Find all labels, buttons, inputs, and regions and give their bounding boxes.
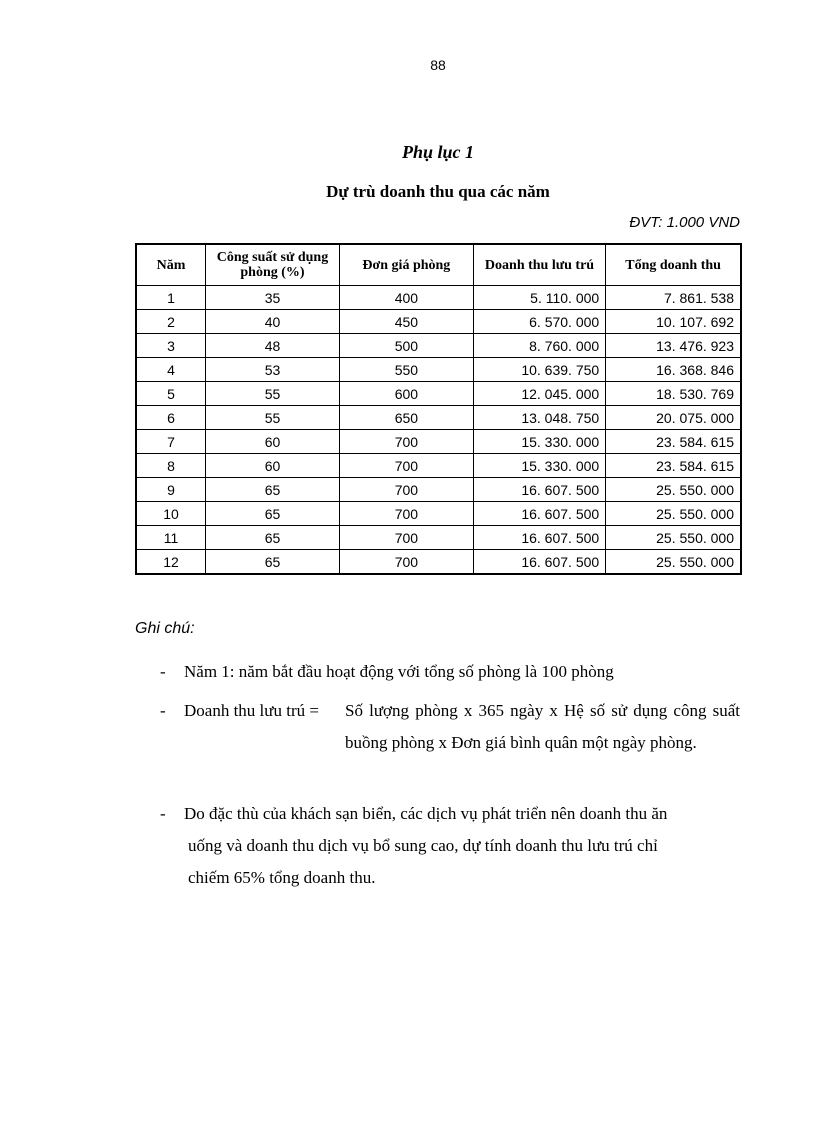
cell-occupancy: 48 xyxy=(206,334,340,358)
table-row xyxy=(136,526,741,550)
cell-total-revenue: 25. 550. 000 xyxy=(606,526,741,550)
cell-year: 6 xyxy=(136,406,206,430)
note-text-line: chiếm 65% tổng doanh thu. xyxy=(188,868,376,887)
cell-room-price: 550 xyxy=(339,358,473,382)
cell-total-revenue: 13. 476. 923 xyxy=(606,334,741,358)
page-number: 88 xyxy=(430,57,446,73)
table-row xyxy=(136,502,741,526)
cell-accommodation-revenue: 16. 607. 500 xyxy=(473,478,605,502)
cell-year: 9 xyxy=(136,478,206,502)
cell-accommodation-revenue: 6. 570. 000 xyxy=(473,310,605,334)
cell-year: 1 xyxy=(136,286,206,310)
cell-room-price: 700 xyxy=(339,502,473,526)
cell-accommodation-revenue: 8. 760. 000 xyxy=(473,334,605,358)
cell-year: 2 xyxy=(136,310,206,334)
header-total-revenue: Tổng doanh thu xyxy=(606,244,741,286)
cell-total-revenue: 25. 550. 000 xyxy=(606,502,741,526)
cell-total-revenue: 20. 075. 000 xyxy=(606,406,741,430)
note-dash: - xyxy=(160,662,166,681)
note-text xyxy=(184,798,744,894)
cell-accommodation-revenue: 13. 048. 750 xyxy=(473,406,605,430)
cell-year: 12 xyxy=(136,550,206,575)
cell-total-revenue: 25. 550. 000 xyxy=(606,478,741,502)
note-formula-label: Doanh thu lưu trú = xyxy=(184,701,319,720)
table-row xyxy=(136,406,741,430)
revenue-table xyxy=(135,243,742,575)
notes-heading: Ghi chú: xyxy=(135,620,195,637)
note-formula-text: Số lượng phòng x 365 ngày x Hệ số sử dụng công suất buồng phòng x Đơn giá bình quân một ngày phòng. xyxy=(345,701,740,752)
cell-occupancy: 55 xyxy=(206,382,340,406)
table-title: Dự trù doanh thu qua các năm xyxy=(326,182,550,201)
table-row xyxy=(136,286,741,310)
unit-label: ĐVT: 1.000 VND xyxy=(629,214,740,231)
table-row xyxy=(136,478,741,502)
cell-accommodation-revenue: 10. 639. 750 xyxy=(473,358,605,382)
cell-room-price: 400 xyxy=(339,286,473,310)
cell-year: 7 xyxy=(136,430,206,454)
cell-room-price: 650 xyxy=(339,406,473,430)
cell-total-revenue: 16. 368. 846 xyxy=(606,358,741,382)
cell-room-price: 700 xyxy=(339,454,473,478)
table-row xyxy=(136,454,741,478)
cell-occupancy: 65 xyxy=(206,526,340,550)
cell-year: 10 xyxy=(136,502,206,526)
table-row xyxy=(136,430,741,454)
cell-room-price: 700 xyxy=(339,478,473,502)
cell-accommodation-revenue: 15. 330. 000 xyxy=(473,430,605,454)
cell-accommodation-revenue: 15. 330. 000 xyxy=(473,454,605,478)
cell-accommodation-revenue: 16. 607. 500 xyxy=(473,550,605,575)
note-text-line: uống và doanh thu dịch vụ bổ sung cao, dự tính doanh thu lưu trú chỉ xyxy=(188,836,658,855)
cell-accommodation-revenue: 16. 607. 500 xyxy=(473,526,605,550)
cell-year: 3 xyxy=(136,334,206,358)
cell-total-revenue: 23. 584. 615 xyxy=(606,430,741,454)
table-row xyxy=(136,334,741,358)
cell-occupancy: 35 xyxy=(206,286,340,310)
cell-occupancy: 65 xyxy=(206,502,340,526)
cell-total-revenue: 10. 107. 692 xyxy=(606,310,741,334)
cell-occupancy: 65 xyxy=(206,550,340,575)
cell-room-price: 600 xyxy=(339,382,473,406)
cell-occupancy: 60 xyxy=(206,454,340,478)
cell-year: 4 xyxy=(136,358,206,382)
note-dash: - xyxy=(160,804,166,823)
header-accommodation-revenue: Doanh thu lưu trú xyxy=(473,244,605,286)
cell-occupancy: 40 xyxy=(206,310,340,334)
cell-occupancy: 60 xyxy=(206,430,340,454)
table-row xyxy=(136,310,741,334)
table-row xyxy=(136,550,741,575)
cell-room-price: 700 xyxy=(339,550,473,575)
cell-year: 5 xyxy=(136,382,206,406)
header-year: Năm xyxy=(136,244,206,286)
cell-total-revenue: 7. 861. 538 xyxy=(606,286,741,310)
note-dash: - xyxy=(160,701,166,720)
table-header-row xyxy=(136,244,741,286)
cell-room-price: 500 xyxy=(339,334,473,358)
cell-total-revenue: 25. 550. 000 xyxy=(606,550,741,575)
cell-year: 11 xyxy=(136,526,206,550)
cell-occupancy: 65 xyxy=(206,478,340,502)
appendix-title: Phụ lục 1 xyxy=(401,142,475,162)
table-row xyxy=(136,358,741,382)
header-room-price: Đơn giá phòng xyxy=(339,244,473,286)
note-text: Năm 1: năm bắt đầu hoạt động với tổng số phòng là 100 phòng xyxy=(184,662,614,681)
cell-accommodation-revenue: 16. 607. 500 xyxy=(473,502,605,526)
header-occupancy: Công suất sử dụng phòng (%) xyxy=(206,244,340,286)
table-row xyxy=(136,382,741,406)
note-text-line: Do đặc thù của khách sạn biển, các dịch vụ phát triển nên doanh thu ăn xyxy=(184,804,668,823)
cell-total-revenue: 23. 584. 615 xyxy=(606,454,741,478)
cell-accommodation-revenue: 5. 110. 000 xyxy=(473,286,605,310)
cell-accommodation-revenue: 12. 045. 000 xyxy=(473,382,605,406)
cell-room-price: 700 xyxy=(339,526,473,550)
cell-occupancy: 55 xyxy=(206,406,340,430)
cell-room-price: 700 xyxy=(339,430,473,454)
cell-year: 8 xyxy=(136,454,206,478)
cell-room-price: 450 xyxy=(339,310,473,334)
cell-total-revenue: 18. 530. 769 xyxy=(606,382,741,406)
table-body xyxy=(136,286,741,575)
cell-occupancy: 53 xyxy=(206,358,340,382)
